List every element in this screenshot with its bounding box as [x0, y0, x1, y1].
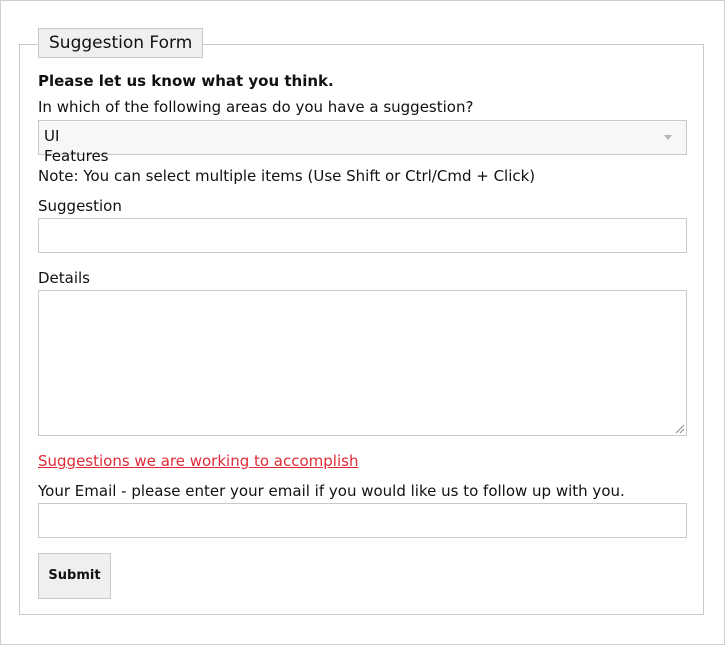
suggestion-input[interactable]	[38, 218, 687, 253]
email-input[interactable]	[38, 503, 687, 538]
areas-option-ui[interactable]: UI	[44, 127, 60, 145]
details-textarea[interactable]	[38, 290, 687, 436]
details-label: Details	[38, 269, 91, 287]
areas-option-features[interactable]: Features	[44, 147, 109, 165]
submit-button[interactable]: Submit	[38, 553, 111, 599]
email-label: Your Email - please enter your email if you would like us to follow up with you.	[38, 482, 625, 500]
form-intro: Please let us know what you think.	[38, 72, 334, 90]
chevron-down-icon	[664, 135, 672, 140]
multi-select-note: Note: You can select multiple items (Use Shift or Ctrl/Cmd + Click)	[38, 167, 536, 185]
suggestion-label: Suggestion	[38, 197, 122, 215]
areas-question-label: In which of the following areas do you have a suggestion?	[38, 98, 474, 116]
working-suggestions-link[interactable]: Suggestions we are working to accomplish	[38, 452, 359, 470]
form-legend: Suggestion Form	[38, 28, 203, 58]
resize-handle-icon[interactable]	[675, 424, 684, 433]
areas-multiselect[interactable]	[38, 120, 687, 165]
